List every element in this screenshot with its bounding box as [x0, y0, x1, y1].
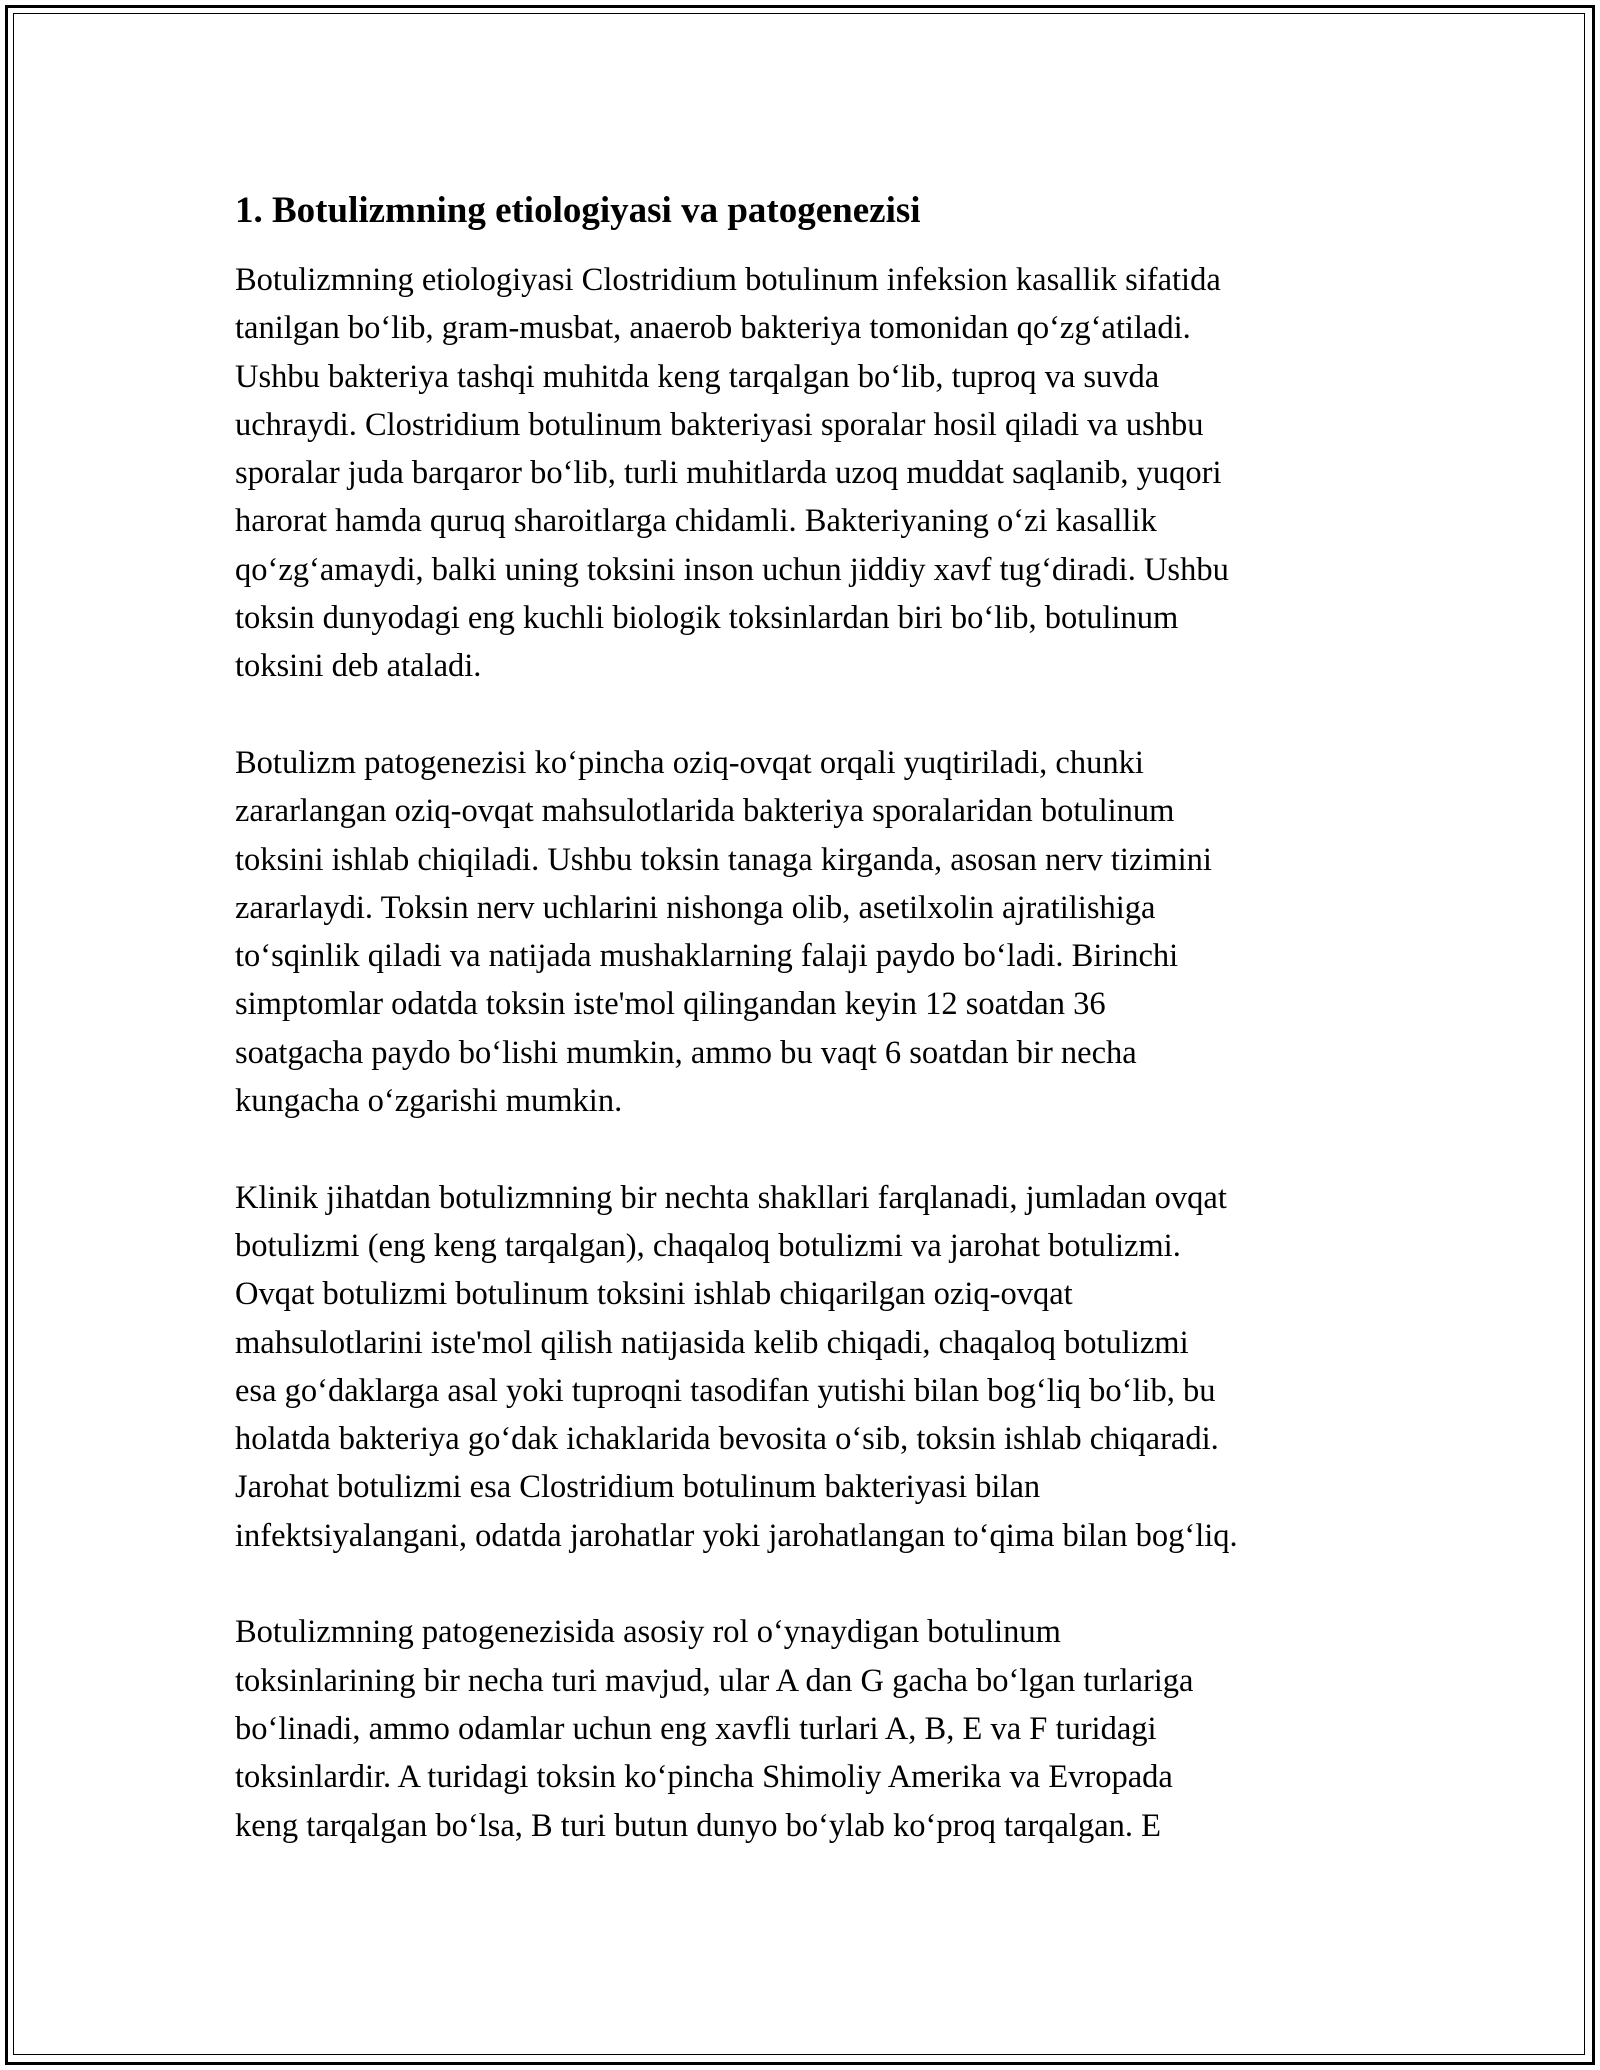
- paragraph-pathogenesis: [235, 739, 1375, 1125]
- paragraph-line: zararlangan oziq-ovqat mahsulotlarida bakteriya sporalaridan botulinum: [235, 793, 1175, 830]
- paragraph-etiology: [235, 256, 1375, 691]
- paragraph-line: keng tarqalgan bo‘lsa, B turi butun dunyo bo‘ylab ko‘proq tarqalgan. E: [235, 1807, 1162, 1844]
- paragraph-line: Jarohat botulizmi esa Clostridium botulinum bakteriyasi bilan: [235, 1469, 1041, 1506]
- paragraph-line: simptomlar odatda toksin iste'mol qilingandan keyin 12 soatdan 36: [235, 986, 1106, 1023]
- paragraph-line: Botulizmning etiologiyasi Clostridium botulinum infeksion kasallik sifatida: [235, 262, 1221, 298]
- paragraph-line: Ovqat botulizmi botulinum toksini ishlab chiqarilgan oziq-ovqat: [235, 1276, 1073, 1313]
- paragraph-line: sporalar juda barqaror bo‘lib, turli muhitlarda uzoq muddat saqlanib, yuqori: [235, 455, 1222, 492]
- paragraph-line: toksini ishlab chiqiladi. Ushbu toksin tanaga kirganda, asosan nerv tizimini: [235, 841, 1212, 878]
- paragraph-line: toksinlardir. A turidagi toksin ko‘pincha Shimoliy Amerika va Evropada: [235, 1759, 1173, 1796]
- paragraph-line: harorat hamda quruq sharoitlarga chidamli. Bakteriyaning o‘zi kasallik: [235, 503, 1157, 540]
- paragraph-line: Botulizmning patogenezisida asosiy rol o‘ynaydigan botulinum: [235, 1614, 1061, 1651]
- paragraph-line: mahsulotlarini iste'mol qilish natijasida kelib chiqadi, chaqaloq botulizmi: [235, 1324, 1189, 1361]
- paragraph-clinical-forms: [235, 1174, 1375, 1560]
- document-body: [235, 186, 1375, 1898]
- paragraph-line: infektsiyalangani, odatda jarohatlar yoki jarohatlangan to‘qima bilan bog‘liq.: [235, 1517, 1238, 1554]
- paragraph-line: holatda bakteriya go‘dak ichaklarida bevosita o‘sib, toksin ishlab chiqaradi.: [235, 1421, 1219, 1458]
- paragraph-line: botulizmi (eng keng tarqalgan), chaqaloq botulizmi va jarohat botulizmi.: [235, 1227, 1181, 1264]
- paragraph-toxin-types: [235, 1608, 1375, 1849]
- paragraph-line: tanilgan bo‘lib, gram-musbat, anaerob bakteriya tomonidan qo‘zg‘atiladi.: [235, 310, 1191, 347]
- paragraph-line: uchraydi. Clostridium botulinum bakteriyasi sporalar hosil qiladi va ushbu: [235, 406, 1204, 443]
- paragraph-line: bo‘linadi, ammo odamlar uchun eng xavfli turlari A, B, E va F turidagi: [235, 1710, 1157, 1747]
- paragraph-line: qo‘zg‘amaydi, balki uning toksini inson uchun jiddiy xavf tug‘diradi. Ushbu: [235, 551, 1229, 588]
- paragraph-line: toksini deb ataladi.: [235, 648, 482, 685]
- paragraph-line: toksin dunyodagi eng kuchli biologik toksinlardan biri bo‘lib, botulinum: [235, 600, 1179, 637]
- paragraph-line: soatgacha paydo bo‘lishi mumkin, ammo bu vaqt 6 soatdan bir necha: [235, 1034, 1137, 1071]
- paragraph-line: toksinlarining bir necha turi mavjud, ular A dan G gacha bo‘lgan turlariga: [235, 1662, 1194, 1699]
- paragraph-line: esa go‘daklarga asal yoki tuproqni tasodifan yutishi bilan bog‘liq bo‘lib, bu: [235, 1372, 1216, 1409]
- paragraph-line: kungacha o‘zgarishi mumkin.: [235, 1083, 623, 1120]
- paragraph-line: to‘sqinlik qiladi va natijada mushaklarning falaji paydo bo‘ladi. Birinchi: [235, 938, 1179, 975]
- section-heading: 1. Botulizmning etiologiyasi va patogenezisi: [235, 190, 921, 231]
- paragraph-line: zararlaydi. Toksin nerv uchlarini nishonga olib, asetilxolin ajratilishiga: [235, 889, 1156, 926]
- paragraph-line: Botulizm patogenezisi ko‘pincha oziq-ovqat orqali yuqtiriladi, chunki: [235, 744, 1144, 781]
- paragraph-line: Klinik jihatdan botulizmning bir nechta shakllari farqlanadi, jumladan ovqat: [235, 1179, 1227, 1216]
- paragraph-line: Ushbu bakteriya tashqi muhitda keng tarqalgan bo‘lib, tuproq va suvda: [235, 358, 1160, 395]
